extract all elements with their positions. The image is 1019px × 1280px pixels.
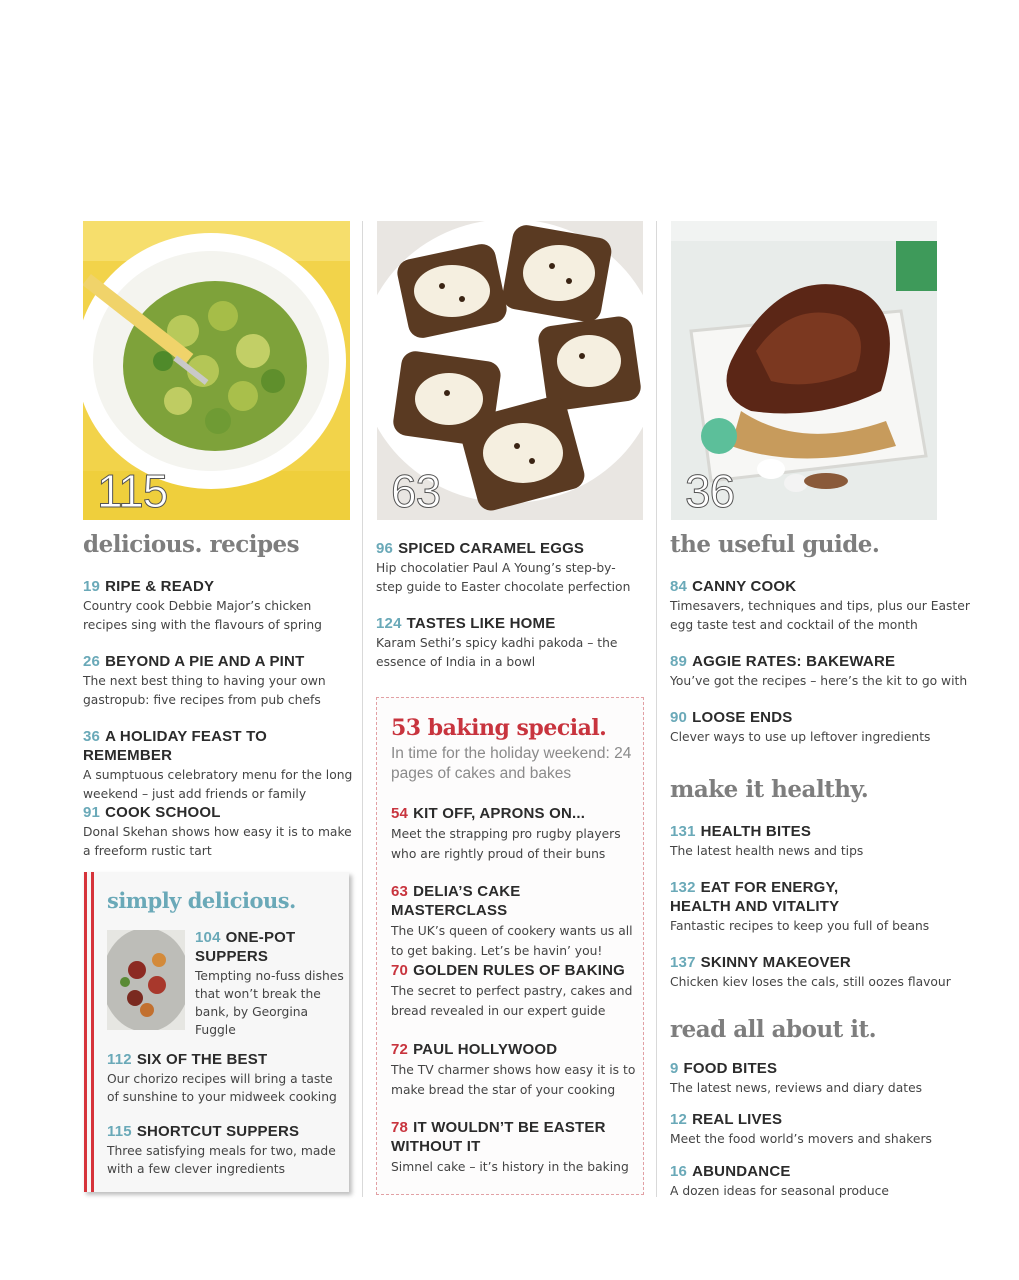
page-number: 104: [195, 929, 221, 946]
entry-title: 84 CANNY COOK: [670, 578, 797, 595]
page-number: 16: [670, 1163, 688, 1180]
entry-title: 112 SIX OF THE BEST: [107, 1051, 268, 1068]
page-number: 124: [376, 615, 402, 632]
entry-description: Clever ways to use up leftover ingredients: [670, 730, 931, 744]
entry-title: 104 ONE-POT SUPPERS: [195, 929, 296, 965]
contents-entry[interactable]: [670, 708, 970, 747]
page-number: 137: [670, 954, 696, 971]
page-number: 91: [83, 804, 101, 821]
page-number: 19: [83, 578, 101, 595]
page-number: 96: [376, 540, 394, 557]
page-number: 89: [670, 653, 688, 670]
baking-special-box: [376, 697, 644, 1195]
entry-title: 9 FOOD BITES: [670, 1060, 778, 1077]
page-number: 131: [670, 823, 696, 840]
entry-title: 19 RIPE & READY: [83, 578, 215, 595]
entry-description: You’ve got the recipes – here’s the kit to go with: [670, 674, 968, 688]
contents-entry[interactable]: [107, 1050, 343, 1106]
section-heading-useful-guide: the useful guide.: [670, 531, 880, 558]
page-number: 78: [391, 1119, 409, 1136]
entry-description: Meet the food world’s movers and shakers: [670, 1132, 932, 1146]
entry-description: Fantastic recipes to keep you full of beans: [670, 919, 930, 933]
contents-entry[interactable]: [83, 803, 355, 861]
contents-entry[interactable]: [391, 1040, 636, 1100]
photo-gnocchi: [83, 221, 350, 520]
contents-entry[interactable]: [670, 822, 970, 861]
entry-title: 90 LOOSE ENDS: [670, 709, 793, 726]
entry-description: Three satisfying meals for two, made with a few clever ingredients: [107, 1144, 336, 1176]
page-number: 132: [670, 879, 696, 896]
contents-entry[interactable]: [376, 539, 642, 597]
page-number: 63: [391, 883, 409, 900]
entry-title: 124 TASTES LIKE HOME: [376, 615, 556, 632]
photo-fruit-bread: [377, 221, 643, 520]
entry-title: 78 IT WOULDN’T BE EASTER WITHOUT IT: [391, 1119, 606, 1155]
entry-title: 91 COOK SCHOOL: [83, 804, 221, 821]
entry-description: Donal Skehan shows how easy it is to make a freeform rustic tart: [83, 825, 352, 858]
entry-description: The next best thing to having your own gastropub: five recipes from pub chefs: [83, 674, 326, 707]
entry-title: 54 KIT OFF, APRONS ON...: [391, 805, 586, 822]
contents-entry[interactable]: [670, 1162, 970, 1201]
contents-entry[interactable]: [670, 1059, 970, 1098]
contents-entry[interactable]: [670, 1110, 970, 1149]
entry-description: Country cook Debbie Major’s chicken recipes sing with the flavours of spring: [83, 599, 322, 632]
photo-page-number: 115: [97, 465, 168, 517]
entry-title: 70 GOLDEN RULES OF BAKING: [391, 962, 625, 979]
red-stripes: [83, 872, 95, 1192]
column-divider: [656, 221, 657, 1197]
page-number: 84: [670, 578, 688, 595]
section-heading-simply-delicious: simply delicious.: [107, 888, 296, 913]
baking-subheading: In time for the holiday weekend: 24 pages of cakes and bakes: [391, 745, 632, 782]
contents-entry[interactable]: [83, 727, 355, 804]
contents-entry[interactable]: [83, 652, 355, 710]
entry-description: Tempting no-fuss dishes that won’t break the bank, by Georgina Fuggle: [195, 969, 344, 1037]
column-divider: [362, 221, 363, 1197]
entry-description: The secret to perfect pastry, cakes and bread revealed in our expert guide: [391, 984, 633, 1018]
entry-title: 12 REAL LIVES: [670, 1111, 783, 1128]
entry-description: Hip chocolatier Paul A Young’s step-by-step guide to Easter chocolate perfection: [376, 561, 631, 594]
entry-title: 36 A HOLIDAY FEAST TO REMEMBER: [83, 728, 268, 764]
photo-page-number: 36: [685, 465, 735, 517]
section-heading-read-all-about-it: read all about it.: [670, 1016, 877, 1043]
entry-title: 63 DELIA’S CAKE MASTERCLASS: [391, 883, 521, 919]
page-number: 54: [391, 805, 409, 822]
entry-title: 96 SPICED CARAMEL EGGS: [376, 540, 585, 557]
thumb-one-pot-suppers: [107, 930, 185, 1030]
entry-description: The TV charmer shows how easy it is to make bread the star of your cooking: [391, 1063, 636, 1097]
section-heading-delicious-recipes: delicious. recipes: [83, 531, 300, 558]
page-number: 36: [83, 728, 101, 745]
contents-entry[interactable]: [391, 804, 636, 864]
simply-delicious-box: [83, 872, 349, 1192]
entry-description: The latest news, reviews and diary dates: [670, 1081, 923, 1095]
entry-title: 137 SKINNY MAKEOVER: [670, 954, 851, 971]
entry-title: 89 AGGIE RATES: BAKEWARE: [670, 653, 896, 670]
contents-entry[interactable]: [376, 614, 642, 672]
entry-title: 16 ABUNDANCE: [670, 1163, 791, 1180]
section-heading-baking-special: 53 baking special.: [391, 715, 607, 741]
section-heading-make-it-healthy: make it healthy.: [670, 776, 869, 803]
contents-entry[interactable]: [391, 961, 636, 1021]
page-number: 90: [670, 709, 688, 726]
contents-entry[interactable]: [195, 928, 345, 1039]
entry-description: Timesavers, techniques and tips, plus our Easter egg taste test and cocktail of the month: [670, 599, 970, 632]
entry-description: Karam Sethi’s spicy kadhi pakoda – the essence of India in a bowl: [376, 636, 618, 669]
entry-title: 72 PAUL HOLLYWOOD: [391, 1041, 558, 1058]
page-number: 112: [107, 1051, 132, 1068]
contents-entry[interactable]: [670, 652, 970, 691]
photo-roast-lamb: [671, 221, 937, 520]
entry-title: 131 HEALTH BITES: [670, 823, 812, 840]
photo-page-number: 63: [391, 465, 441, 517]
contents-entry[interactable]: [391, 882, 636, 961]
entry-title: 132 EAT FOR ENERGY, HEALTH AND VITALITY: [670, 879, 840, 915]
page-number: 70: [391, 962, 409, 979]
entry-description: Simnel cake – it’s history in the baking: [391, 1160, 629, 1174]
entry-description: A dozen ideas for seasonal produce: [670, 1184, 889, 1198]
page-number: 9: [670, 1060, 679, 1077]
contents-entry[interactable]: [670, 878, 970, 936]
contents-entry[interactable]: [670, 953, 970, 992]
contents-entry[interactable]: [83, 577, 355, 635]
entry-description: Our chorizo recipes will bring a taste of sunshine to your midweek cooking: [107, 1072, 337, 1104]
entry-description: A sumptuous celebratory menu for the long weekend – just add friends or family: [83, 768, 353, 801]
entry-title: 115 SHORTCUT SUPPERS: [107, 1123, 300, 1140]
contents-entry[interactable]: [107, 1122, 343, 1178]
entry-title: 26 BEYOND A PIE AND A PINT: [83, 653, 305, 670]
page-number: 26: [83, 653, 101, 670]
entry-description: The latest health news and tips: [670, 844, 864, 858]
contents-entry[interactable]: [670, 577, 970, 635]
page-number: 12: [670, 1111, 688, 1128]
contents-entry[interactable]: [391, 1118, 636, 1177]
entry-description: Chicken kiev loses the cals, still oozes flavour: [670, 975, 951, 989]
page-number: 72: [391, 1041, 409, 1058]
entry-description: Meet the strapping pro rugby players who are rightly proud of their buns: [391, 827, 621, 861]
entry-description: The UK’s queen of cookery wants us all to get baking. Let’s be havin’ you!: [391, 924, 633, 958]
page-number: 115: [107, 1123, 132, 1140]
